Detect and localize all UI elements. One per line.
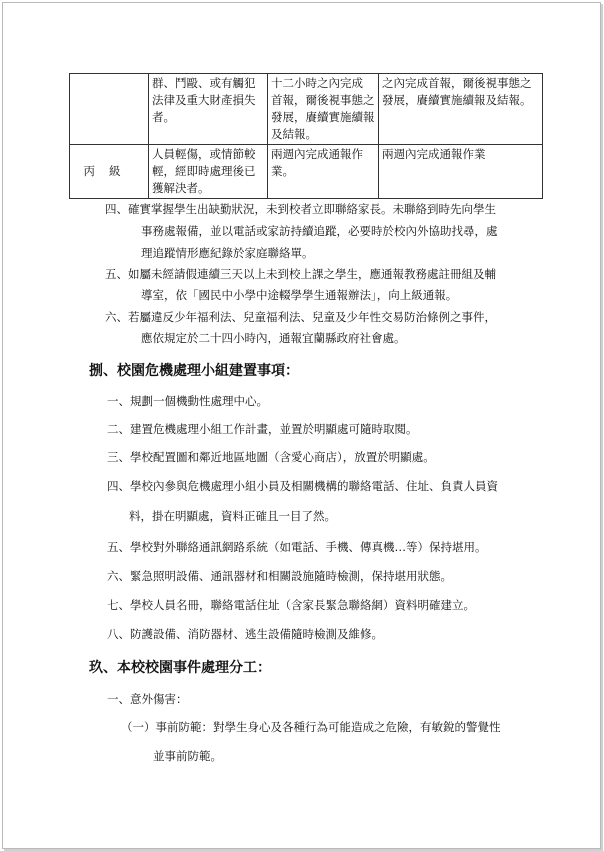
cell-text: 輕，經即時處理後已 bbox=[152, 164, 256, 178]
cell-text: 群、鬥毆、或有觸犯 bbox=[152, 76, 256, 90]
description-cell bbox=[149, 74, 268, 145]
page bbox=[2, 2, 601, 849]
cell-text: 發展，賡續實施續報 bbox=[271, 110, 375, 124]
level-cell bbox=[70, 74, 149, 145]
section-nine-title: 玖、本校校園事件處理分工： bbox=[89, 660, 271, 676]
second-report-cell bbox=[379, 74, 543, 145]
list-item: 五、學校對外聯絡通訊網路系統（如電話、手機、傳真機…等）保持堪用。 bbox=[107, 540, 487, 554]
cell-text: 兩週內完成通報作業 bbox=[382, 147, 486, 161]
cell-text: 及結報。 bbox=[271, 127, 317, 141]
item-four-line-2: 事務處報備，並以電話或家訪持續追蹤，必要時於校內外協助找尋，處 bbox=[141, 224, 498, 238]
cell-text: 十二小時之內完成 bbox=[271, 76, 363, 90]
cell-text: 業。 bbox=[271, 164, 294, 178]
subsection-title: 一、意外傷害： bbox=[107, 692, 188, 706]
cell-text: 者。 bbox=[152, 110, 175, 124]
item-six-line-1: 六、若屬違反少年福利法、兒童福利法、兒童及少年性交易防治條例之事件， bbox=[105, 310, 496, 324]
cell-text: 首報，爾後視事態之 bbox=[271, 93, 375, 107]
item-four-line-3: 理追蹤情形應紀錄於家庭聯絡單。 bbox=[141, 246, 314, 260]
list-item: 四、學校內參與危機處理小組小員及相關機構的聯絡電話、住址、負責人員資 bbox=[107, 479, 498, 493]
cell-text: 兩週內完成通報作 bbox=[271, 147, 363, 161]
item-six-line-2: 應依規定於二十四小時內，通報宜蘭縣政府社會處。 bbox=[141, 331, 406, 345]
list-item: （一）事前防範：對學生身心及各種行為可能造成之危險，有敏銳的警覺性 bbox=[121, 720, 501, 734]
level-cell: 丙級 bbox=[70, 145, 149, 199]
list-item: 七、學校人員名冊，聯絡電話住址（含家長緊急聯絡網）資料明確建立。 bbox=[107, 598, 475, 612]
table-row bbox=[70, 145, 543, 199]
cell-text: 發展，賡續實施續報及結報。 bbox=[382, 93, 532, 107]
list-item: 並事前防範。 bbox=[153, 749, 222, 763]
list-item: 二、建置危機處理小組工作計畫，並置於明顯處可隨時取閱。 bbox=[107, 422, 418, 436]
table-row bbox=[70, 74, 543, 145]
cell-text: 獲解決者。 bbox=[152, 181, 210, 195]
item-five-line-2: 導室，依「國民中小學中途輟學學生通報辦法」，向上級通報。 bbox=[141, 288, 458, 302]
item-four-line-1: 四、確實掌握學生出缺勤狀況，未到校者立即聯絡家長。未聯絡到時先向學生 bbox=[105, 202, 496, 216]
cell-text: 法律及重大財產損失 bbox=[152, 93, 256, 107]
item-five-line-1: 五、如屬未經請假連續三天以上未到校上課之學生，應通報教務處註冊組及輔 bbox=[105, 267, 496, 281]
list-item: 一、規劃一個機動性處理中心。 bbox=[107, 394, 268, 408]
list-item: 料，掛在明顯處，資料正確且一目了然。 bbox=[129, 509, 336, 523]
first-report-cell bbox=[268, 74, 379, 145]
cell-text: 人員輕傷，或情節較 bbox=[152, 147, 256, 161]
list-item: 八、防護設備、消防器材、逃生設備隨時檢測及維修。 bbox=[107, 627, 383, 641]
incident-report-table bbox=[69, 73, 543, 199]
section-eight-title: 捌、校園危機處理小組建置事項： bbox=[89, 363, 299, 379]
description-cell bbox=[149, 145, 268, 199]
list-item: 三、學校配置圖和鄰近地區地圖（含愛心商店），放置於明顯處。 bbox=[107, 450, 435, 464]
first-report-cell bbox=[268, 145, 379, 199]
cell-text: 之內完成首報，爾後視事態之 bbox=[382, 76, 532, 90]
second-report-cell bbox=[379, 145, 543, 199]
list-item: 六、緊急照明設備、通訊器材和相關設施隨時檢測，保持堪用狀態。 bbox=[107, 569, 452, 583]
